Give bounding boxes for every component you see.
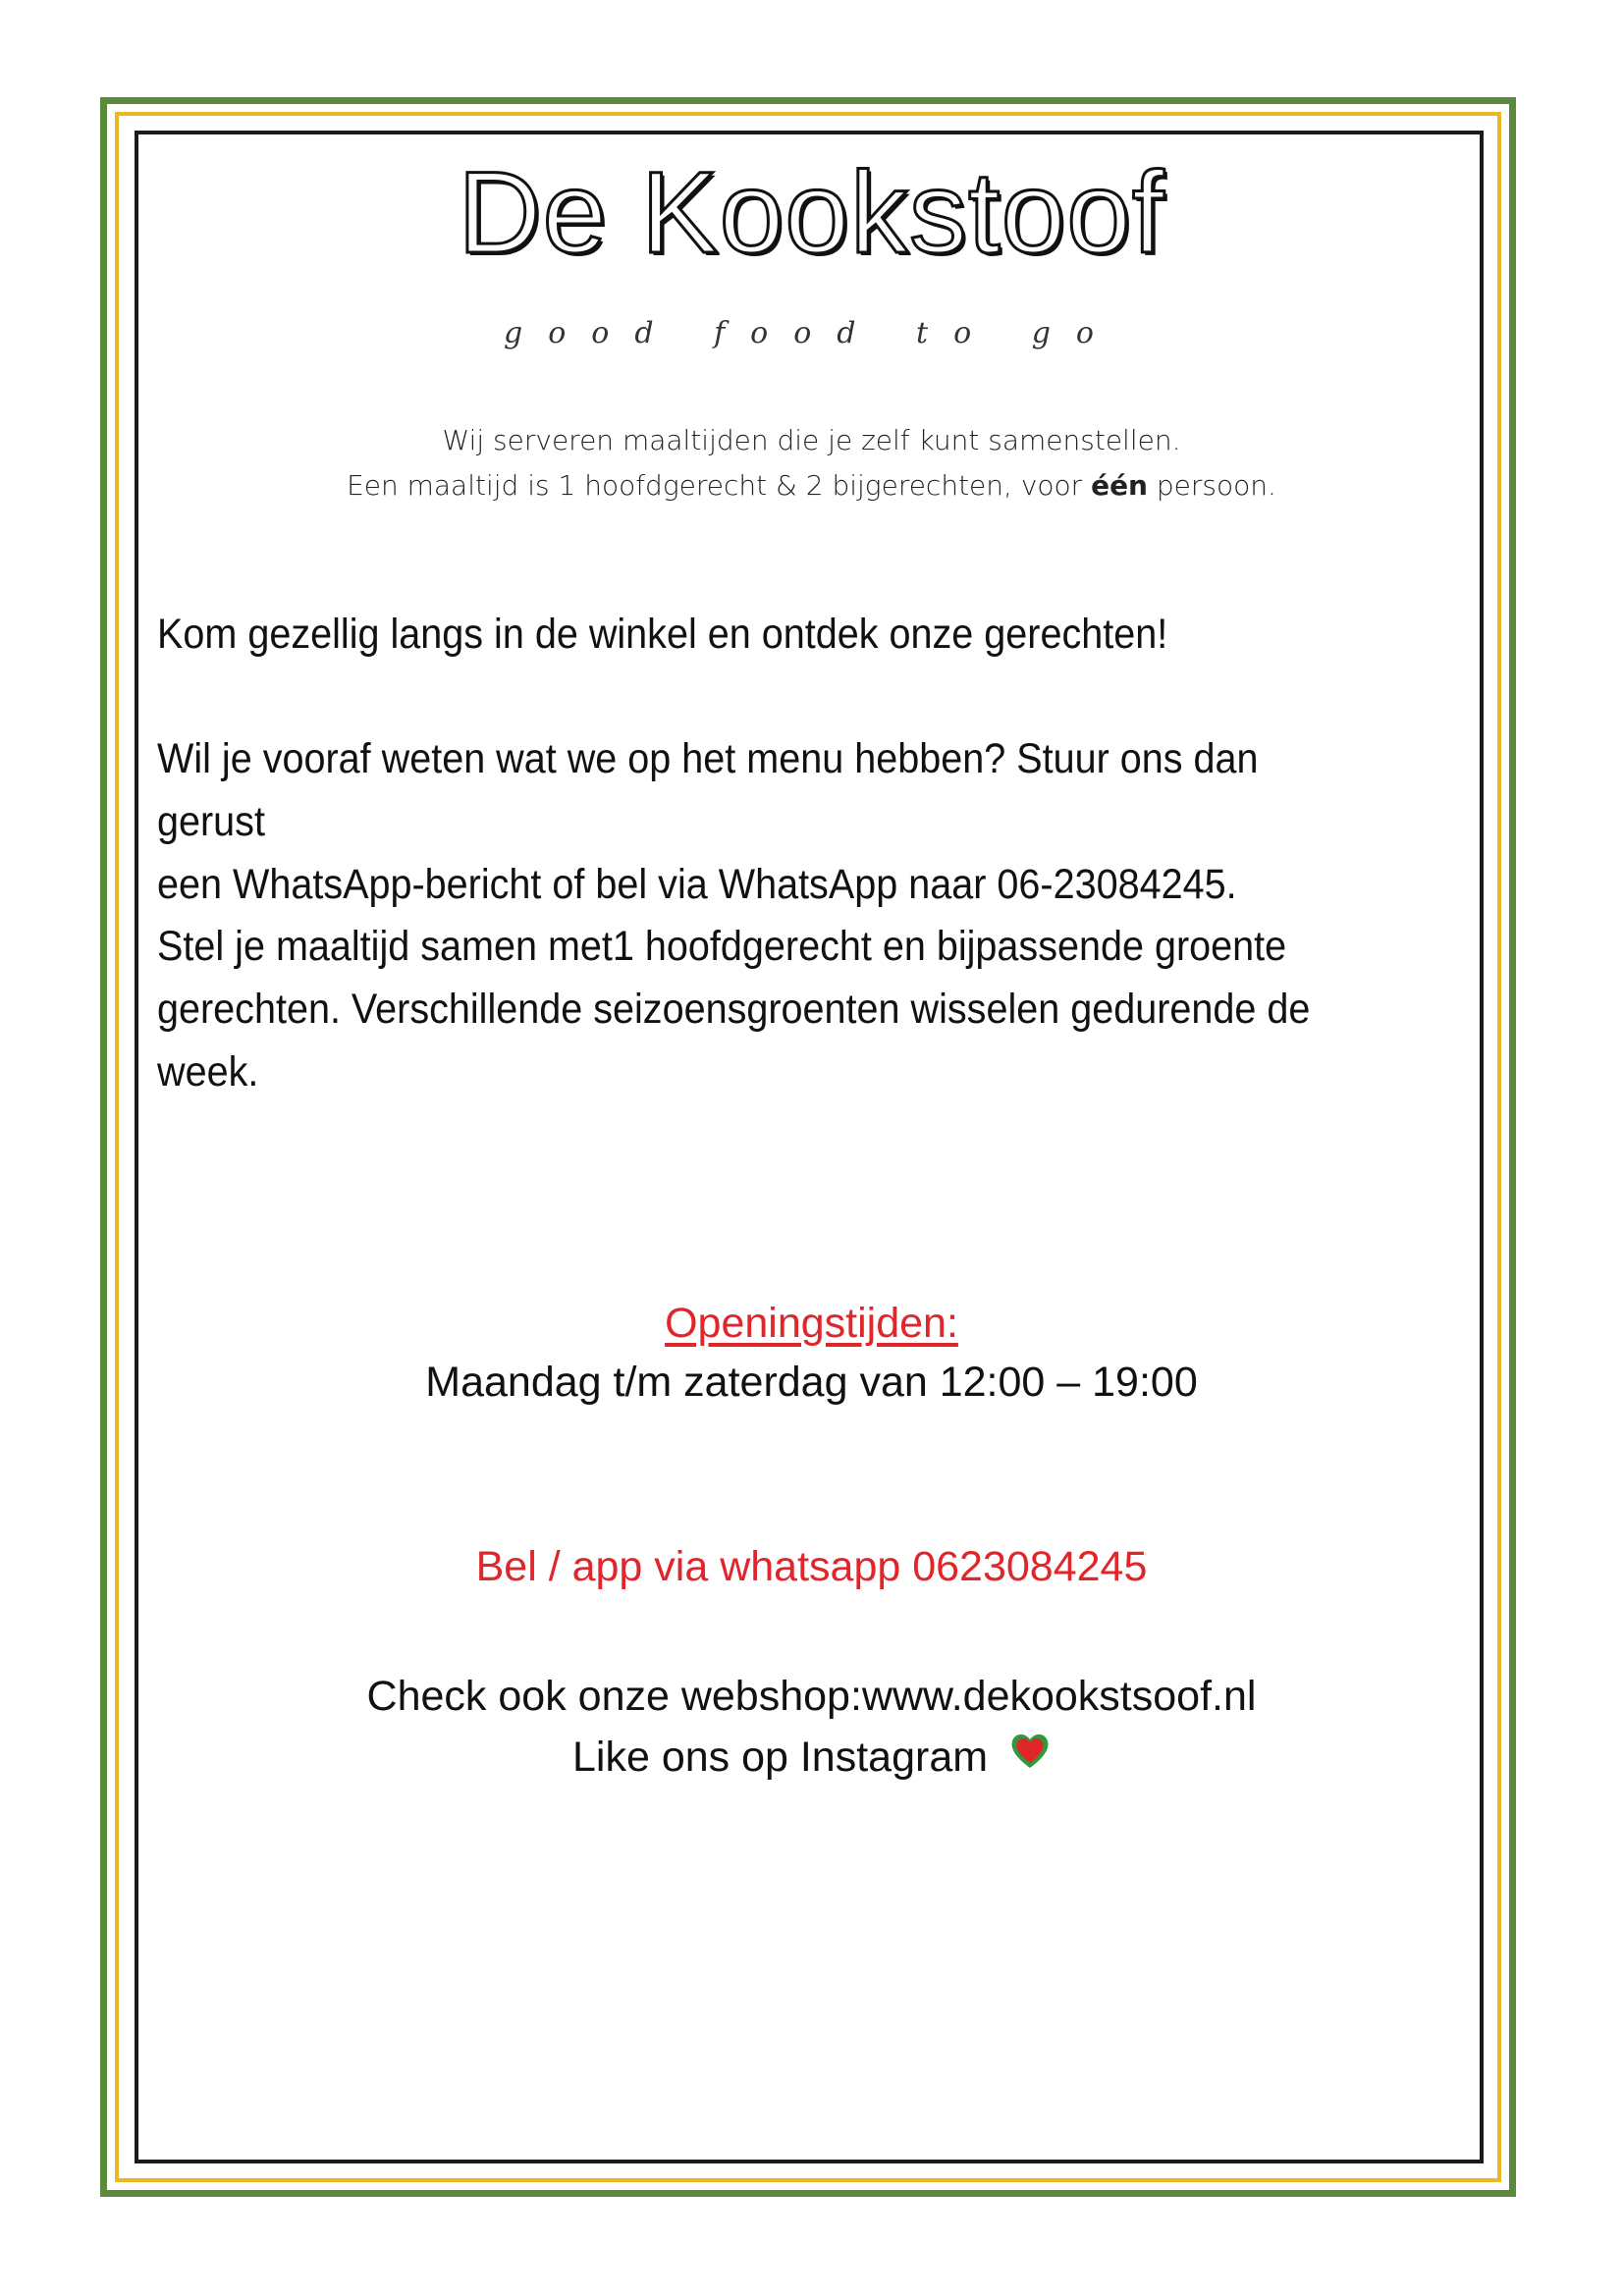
- intro-line-2-bold: één: [1091, 469, 1148, 502]
- paragraph-3-line-2: gerechten. Verschillende seizoensgroenten wisselen gedurende de week.: [157, 986, 1311, 1095]
- webshop-line[interactable]: Check ook onze webshop:www.dekookstsoof.nl: [366, 1673, 1257, 1720]
- paragraph-1-line: Kom gezellig langs in de winkel en ontdek onze gerechten!: [157, 611, 1168, 658]
- intro-text: [0, 418, 1623, 508]
- heart-icon: [1009, 1727, 1051, 1786]
- opening-hours-text: Maandag t/m zaterdag van 12:00 – 19:00: [425, 1359, 1198, 1406]
- paragraph-3-line-1: Stel je maaltijd samen met1 hoofdgerecht en bijpassende groente: [157, 923, 1287, 970]
- instagram-line: [0, 1728, 1623, 1789]
- paragraph-compose-meal: [157, 915, 1368, 1103]
- paragraph-2-line-1: Wil je vooraf weten wat we op het menu hebben? Stuur ons dan gerust: [157, 735, 1259, 845]
- intro-line-2-end: persoon.: [1148, 469, 1276, 502]
- tagline: good food to go: [504, 316, 1119, 350]
- intro-line-2: [0, 463, 1623, 508]
- intro-line-2-start: Een maaltijd is 1 hoofdgerecht & 2 bijgerechten, voor: [347, 469, 1092, 502]
- paragraph-2-line-2: een WhatsApp-bericht of bel via WhatsApp naar 06-23084245.: [157, 861, 1237, 908]
- opening-hours-heading: Openingstijden:: [665, 1300, 958, 1347]
- paragraph-visit-store: [157, 603, 1368, 666]
- instagram-text[interactable]: Like ons op Instagram: [571, 1734, 989, 1781]
- intro-line-1: Wij serveren maaltijden die je zelf kunt samenstellen.: [442, 424, 1181, 456]
- paragraph-whatsapp-menu: [157, 727, 1368, 916]
- whatsapp-phone-line[interactable]: Bel / app via whatsapp 0623084245: [475, 1543, 1148, 1590]
- page-title: De Kookstoof: [458, 148, 1165, 278]
